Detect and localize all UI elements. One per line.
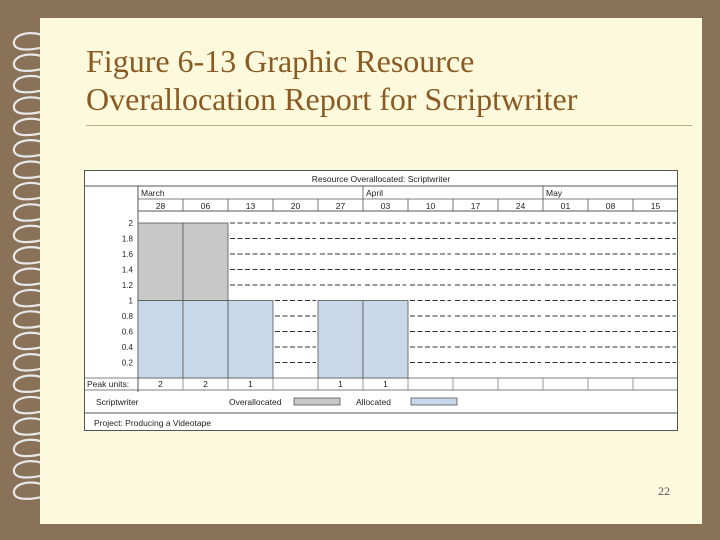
legend-resource: Scriptwriter [96, 397, 139, 407]
peak-units-value: 1 [338, 379, 343, 389]
allocated-bar [228, 301, 273, 379]
day-tick-label: 28 [155, 201, 166, 211]
y-tick-label: 1.2 [121, 281, 133, 290]
y-tick-label: 1.8 [121, 234, 133, 244]
allocated-bar [183, 301, 228, 379]
y-tick-label: 1.4 [121, 265, 133, 275]
slide-title [86, 42, 706, 118]
project-label: Project: Producing a Videotape [94, 418, 212, 428]
legend-overallocated-swatch [294, 398, 340, 405]
month-label: March [141, 188, 165, 198]
day-tick-label: 15 [650, 201, 661, 211]
title-divider [86, 125, 692, 126]
allocated-bar [318, 301, 363, 379]
day-tick-label: 24 [515, 201, 526, 211]
day-tick-label: 20 [290, 201, 301, 211]
peak-units-value: 1 [248, 379, 253, 389]
resource-overallocation-chart [84, 170, 679, 432]
title-line-2: Overallocation Report for Scriptwriter [86, 81, 578, 117]
y-tick-label: 0.4 [121, 343, 133, 352]
day-tick-label: 27 [335, 201, 346, 211]
month-label: May [546, 188, 563, 198]
legend-allocated-swatch [411, 398, 457, 405]
day-tick-label: 06 [200, 201, 211, 211]
overallocated-bar [138, 223, 183, 301]
day-tick-label: 10 [425, 201, 436, 211]
legend-allocated-label: Allocated [356, 397, 391, 407]
y-tick-label: 0.6 [121, 327, 133, 337]
peak-units-value: 2 [203, 379, 208, 389]
y-tick-label: 0.8 [121, 312, 133, 321]
peak-units-value: 2 [158, 379, 163, 389]
chart-title: Resource Overallocated: Scriptwriter [311, 174, 451, 184]
day-tick-label: 13 [245, 201, 256, 211]
day-tick-label: 17 [470, 201, 481, 211]
legend-overallocated-label: Overallocated [229, 397, 282, 407]
y-tick-label: 2 [128, 219, 133, 228]
title-line-1: Figure 6-13 Graphic Resource [86, 43, 475, 79]
peak-units-label: Peak units: [87, 379, 130, 389]
y-tick-label: 0.2 [121, 358, 133, 368]
day-tick-label: 01 [560, 201, 571, 211]
page-number: 22 [658, 484, 670, 498]
peak-units-value: 1 [383, 379, 388, 389]
overallocated-bar [183, 223, 228, 301]
allocated-bar [138, 301, 183, 379]
allocated-bar [363, 301, 408, 379]
y-tick-label: 1 [128, 296, 133, 306]
month-label: April [366, 188, 384, 198]
y-tick-label: 1.6 [121, 250, 133, 259]
day-tick-label: 08 [605, 201, 616, 211]
day-tick-label: 03 [380, 201, 391, 211]
